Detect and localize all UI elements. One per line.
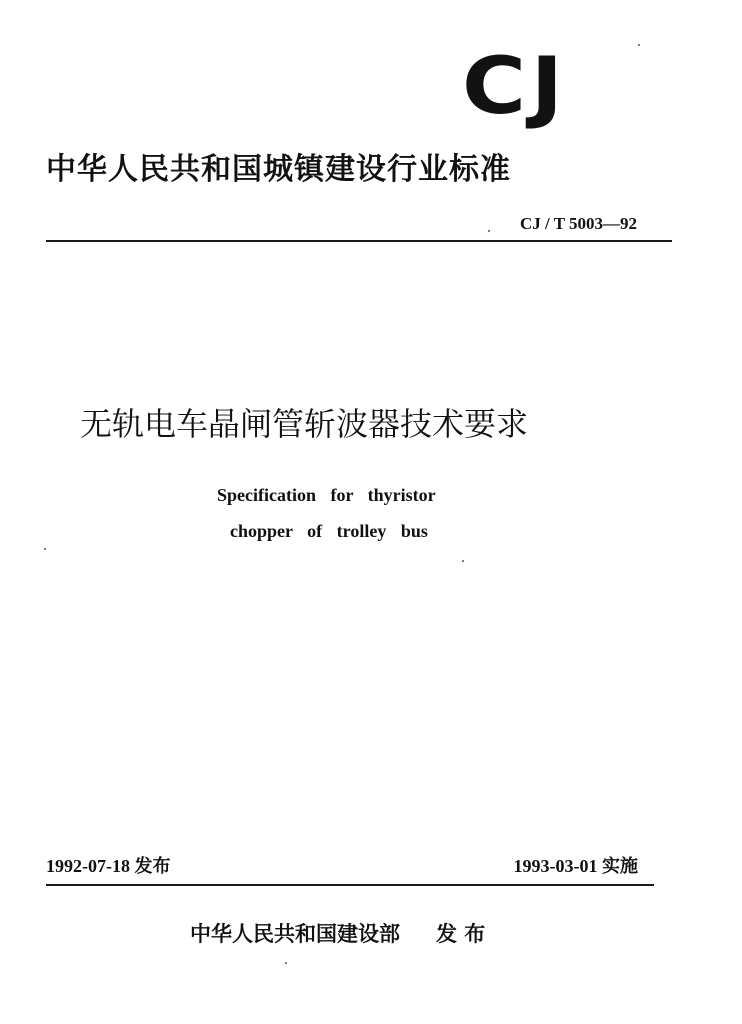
issue-date: 1992-07-18 发布 <box>46 856 171 876</box>
publisher-line <box>190 919 485 949</box>
effective-date: 1993-03-01 实施 <box>513 856 638 876</box>
standard-logo: CJ <box>462 42 568 132</box>
scan-speck <box>285 962 287 964</box>
scan-speck <box>488 230 490 232</box>
header-divider <box>46 240 672 242</box>
footer-divider <box>46 884 654 886</box>
scan-speck <box>638 44 640 46</box>
scan-speck <box>462 560 464 562</box>
standard-category: 中华人民共和国城镇建设行业标准 <box>46 152 511 187</box>
document-title-chinese: 无轨电车晶闸管斩波器技术要求 <box>80 405 529 443</box>
english-title-line-1: Specification for thyristor <box>217 485 436 505</box>
english-title-line-2: chopper of trolley bus <box>230 521 428 541</box>
publisher-name: 中华人民共和国建设部 <box>190 922 400 946</box>
document-title-english <box>217 477 487 549</box>
scan-speck <box>44 548 46 550</box>
standard-code: CJ / T 5003—92 <box>520 214 637 233</box>
publish-action: 发 布 <box>436 922 486 946</box>
